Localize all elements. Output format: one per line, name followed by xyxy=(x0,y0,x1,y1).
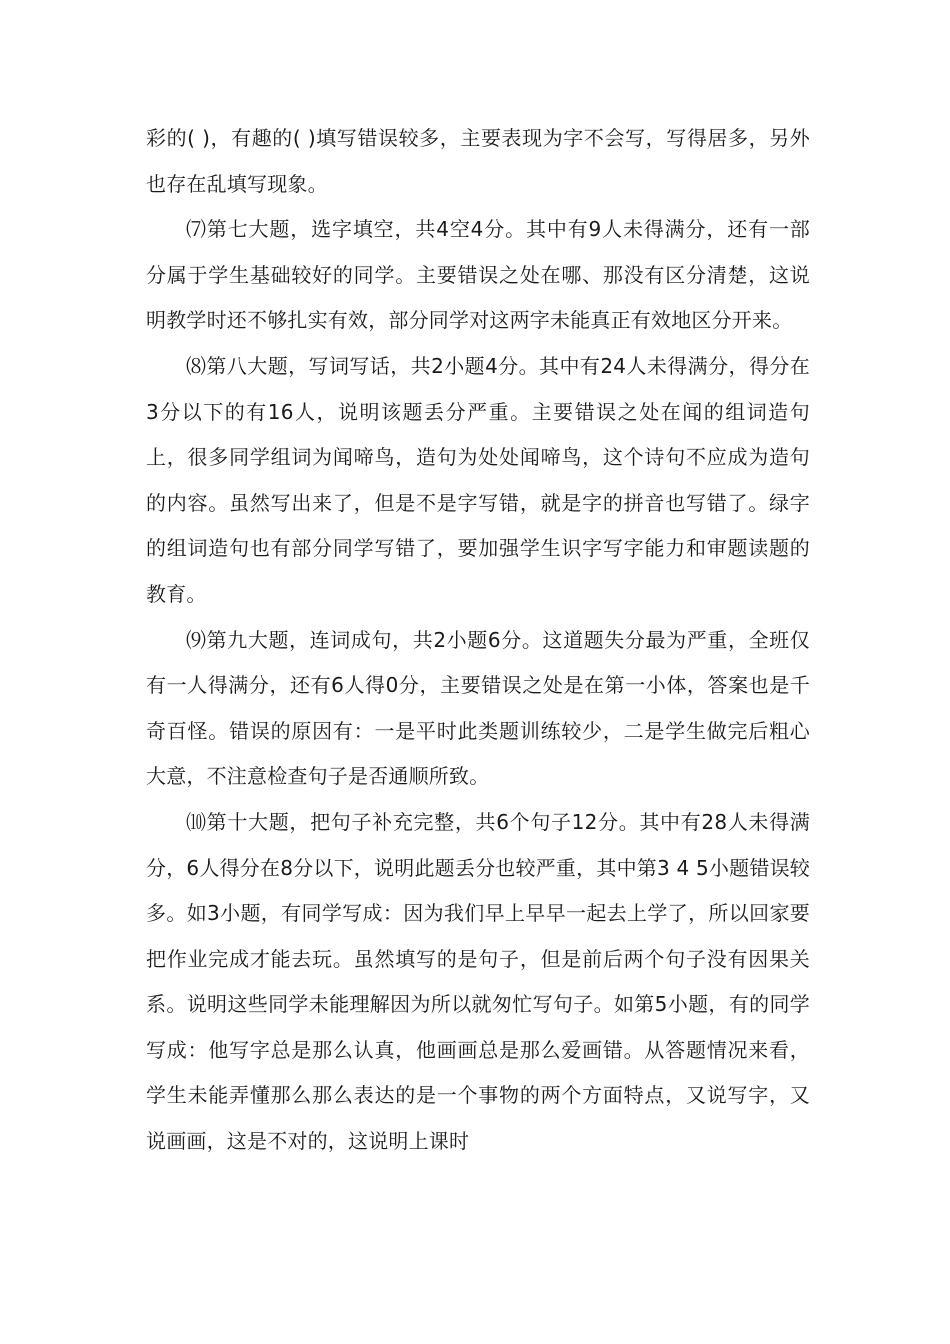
document-body xyxy=(146,116,810,1165)
paragraph-question-7: ⑺第七大题，选字填空，共4空4分。其中有9人未得满分，还有一部分属于学生基础较好的同学。主要错误之处在哪、那没有区分清楚，这说明教学时还不够扎实有效，部分同学对这两字未能真正有效地区分开来。 xyxy=(146,217,810,333)
paragraph-question-8: ⑻第八大题，写词写话，共2小题4分。其中有24人未得满分，得分在3分以下的有16人，说明该题丢分严重。主要错误之处在闻的组词造句上，很多同学组词为闻啼鸟，造句为处处闻啼鸟，这个诗句不应成为造句的内容。虽然写出来了，但是不是字写错，就是字的拼音也写错了。绿字的组词造句也有部分同学写错了，要加强学生识字写字能力和审题读题的教育。 xyxy=(146,353,810,606)
paragraph-continued: 彩的( )，有趣的( )填写错误较多，主要表现为字不会写，写得居多，另外也存在乱填写现象。 xyxy=(146,126,810,196)
paragraph-question-9: ⑼第九大题，连词成句，共2小题6分。这道题失分最为严重，全班仅有一人得满分，还有6人得0分，主要错误之处是在第一小体，答案也是千奇百怪。错误的原因有：一是平时此类题训练较少，二是学生做完后粗心大意，不注意检查句子是否通顺所致。 xyxy=(146,627,810,789)
paragraph-question-10: ⑽第十大题，把句子补充完整，共6个句子12分。其中有28人未得满分，6人得分在8分以下，说明此题丢分也较严重，其中第3 4 5小题错误较多。如3小题，有同学写成：因为我们早上早早一起去上学了，所以回家要把作业完成才能去玩。虽然填写的是句子，但是前后两个句子没有因果关系。说明这些同学未能理解因为所以就匆忙写句子。如第5小题，有的同学写成：他写字总是那么认真，他画画总是那么爱画错。从答题情况来看，学生未能弄懂那么那么表达的是一个事物的两个方面特点，又说写字，又说画画，这是不对的，这说明上课时 xyxy=(146,809,810,1154)
